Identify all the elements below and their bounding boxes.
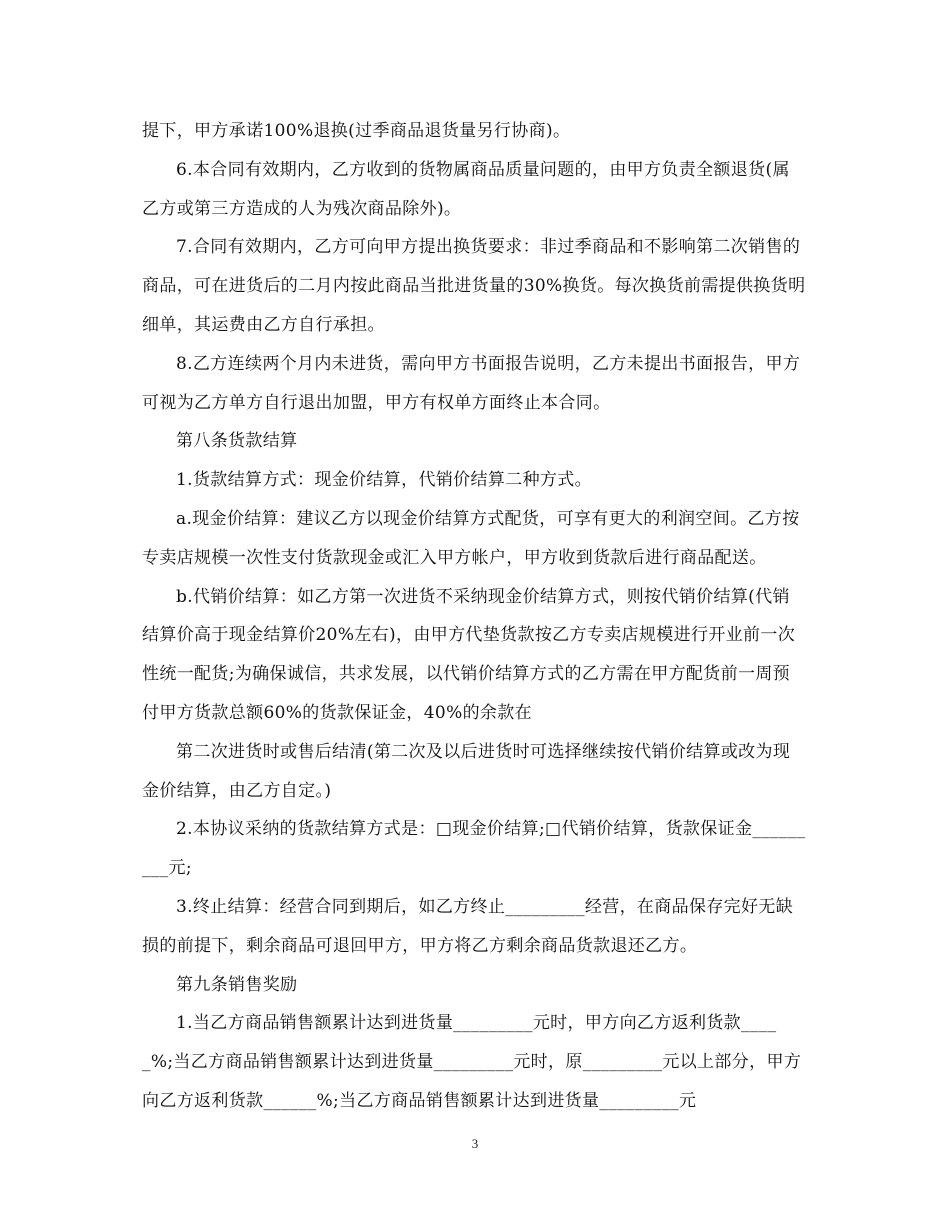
paragraph-settlement-methods: 1.货款结算方式：现金价结算，代销价结算二种方式。	[176, 470, 592, 491]
body-text	[142, 112, 807, 1121]
paragraph-cash-settlement: a.现金价结算：建议乙方以现金价结算方式配货，可享有更大的利润空间。乙方按专卖店规模一次性支付货款现金或汇入甲方帐户，甲方收到货款后进行商品配送。	[142, 508, 800, 568]
paragraph-item-7: 7.合同有效期内，乙方可向甲方提出换货要求：非过季商品和不影响第二次销售的商品，可在进货后的二月内按此商品当批进货量的30%换货。每次换货前需提供换货明细单，其运费由乙方自行承担。	[142, 237, 806, 335]
paragraph-item-8: 8.乙方连续两个月内未进货，需向甲方书面报告说明，乙方未提出书面报告，甲方可视为乙方单方自行退出加盟，甲方有权单方面终止本合同。	[142, 353, 801, 413]
paragraph-sales-rebate: 1.当乙方商品销售额累计达到进货量_________元时，甲方向乙方返利货款_____%;当乙方商品销售额累计达到进货量_________元时，原_________元以上部分，甲方向乙方返利货款______%;当乙方商品销售额累计达到进货量_________元	[142, 1013, 802, 1111]
paragraph-item-6: 6.本合同有效期内，乙方收到的货物属商品质量问题的，由甲方负责全额退货(属乙方或第三方造成的人为残次商品除外)。	[142, 159, 790, 219]
paragraph-settlement-choice: 2.本协议采纳的货款结算方式是：□现金价结算;□代销价结算，货款保证金_________元;	[142, 819, 806, 879]
page-number: 3	[471, 1136, 479, 1151]
paragraph-termination-settlement: 3.终止结算：经营合同到期后，如乙方终止_________经营，在商品保存完好无缺损的前提下，剩余商品可退回甲方，甲方将乙方剩余商品货款退还乙方。	[142, 896, 794, 956]
section-heading-article-9: 第九条销售奖励	[176, 974, 298, 995]
paragraph-continuation: 提下，甲方承诺100%退换(过季商品退货量另行协商)。	[142, 121, 571, 141]
section-heading-article-8: 第八条货款结算	[176, 431, 298, 452]
paragraph-second-order: 第二次进货时或售后结清(第二次及以后进货时可选择继续按代销价结算或改为现金价结算，由乙方自定。)	[142, 741, 791, 801]
paragraph-consignment-settlement: b.代销价结算：如乙方第一次进货不采纳现金价结算方式，则按代销价结算(代销结算价高于现金结算价20%左右)，由甲方代垫货款按乙方专卖店规模进行开业前一次性统一配货;为确保诚信，共求发展，以代销价结算方式的乙方需在甲方配货前一周预付甲方货款总额60%的货款保证金，40%的余款在	[142, 586, 796, 723]
